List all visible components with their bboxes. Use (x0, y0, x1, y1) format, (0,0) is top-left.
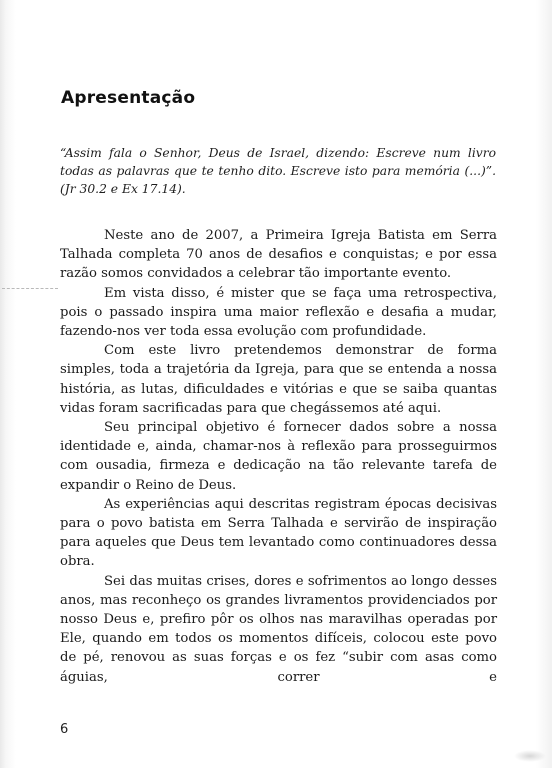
paragraph-continued: Sei das muitas crises, dores e sofrimentos ao longo desses anos, mas reconheço os grandes livramentos providenciados por nosso Deus e, prefiro pôr os olhos nas maravilhas operadas por Ele, quando em todos os momentos difíceis, colocou este povo de pé, renovou as suas forças e os fez “subir com asas como águias, correr e (60, 573, 497, 685)
paragraph: Com este livro pretendemos demonstrar de forma simples, toda a trajetória da Igreja, para que se entenda a nossa história, as lutas, dificuldades e vitórias e que se saiba quantas vidas foram sacrificadas para que chegássemos até aqui. (60, 343, 497, 416)
epigraph-text: “Assim fala o Senhor, Deus de Israel, dizendo: Escreve num livro todas as palavras que te tenho dito. Escreve isto para memória (...)”. (Jr 30.2 e Ex 17.14). (60, 146, 496, 196)
paragraph: As experiências aqui descritas registram épocas decisivas para o povo batista em Serra Talhada e servirão de inspiração para aqueles que Deus tem levantado como continuadores dessa obra. (60, 496, 497, 570)
scan-smudge (514, 750, 546, 762)
paragraph: Neste ano de 2007, a Primeira Igreja Batista em Serra Talhada completa 70 anos de desafios e conquistas; e por essa razão somos convidados a celebrar tão importante evento. (60, 228, 497, 282)
epigraph (60, 144, 496, 198)
margin-mark (2, 288, 58, 289)
page-number: 6 (60, 722, 69, 737)
page-title: Apresentação (61, 88, 196, 108)
body-text (60, 226, 497, 687)
paragraph: Em vista disso, é mister que se faça uma retrospectiva, pois o passado inspira uma maior reflexão e desafia a mudar, fazendo-nos ver toda essa evolução com profundidade. (60, 285, 497, 340)
paragraph: Seu principal objetivo é fornecer dados sobre a nossa identidade e, ainda, chamar-nos à reflexão para prosseguirmos com ousadia, firmeza e dedicação na tão relevante tarefa de expandir o Reino de Deus. (60, 420, 497, 493)
